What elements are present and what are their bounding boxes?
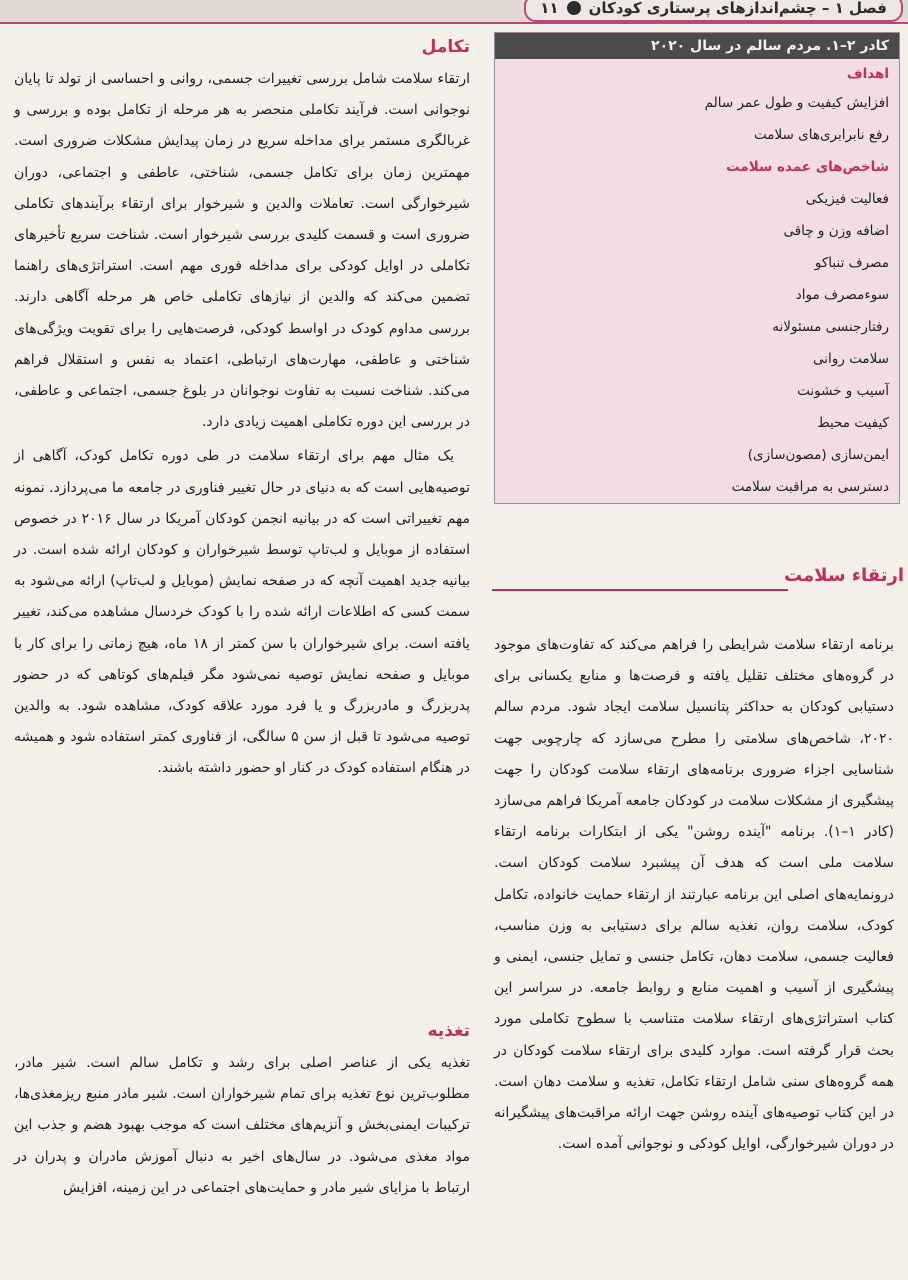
page-header bbox=[0, 0, 908, 24]
ornament-icon bbox=[567, 1, 581, 15]
nutrition-paragraph: تغذیه یکی از عناصر اصلی برای رشد و تکامل سالم است. شیر مادر، مطلوب‌ترین نوع تغذیه برای تمام شیرخواران است. شیر مادر منبع ریزمغذی‌ها، ترکیبات ایمنی‌بخش و آنزیم‌های مختلف است که موجب بهبود هضم و جذب این مواد مغذی می‌شود. در سال‌های اخیر به دنبال آموزش مادران و پدران در ارتباط با مزایای شیر مادر و حمایت‌های اجتماعی در این زمینه، افزایش bbox=[14, 1055, 470, 1196]
indicator-item: ایمن‌سازی (مصون‌سازی) bbox=[747, 447, 889, 463]
indicator-item: رفتارجنسی مسئولانه bbox=[772, 319, 889, 335]
health-promotion-heading: ارتقاء سلامت bbox=[783, 565, 904, 586]
indicator-item: کیفیت محیط bbox=[817, 415, 889, 431]
goals-heading: اهداف bbox=[846, 66, 889, 82]
indicator-item: سوءمصرف مواد bbox=[795, 287, 889, 303]
health-promotion-paragraph: برنامه ارتقاء سلامت شرایطی را فراهم می‌کند که تفاوت‌های موجود در گروه‌های مختلف تقلیل یافته و فرصت‌ها و منابع یکسانی برای دستیابی کودکان به حداکثر پتانسیل سلامت ایجاد شود. مردم سالم ۲۰۲۰، شاخص‌های سلامتی را مطرح می‌سازد که چارچوبی جهت شناسایی اجزاء ضروری برنامه‌های ارتقاء سلامت کودکان را جهت پیشگیری از مشکلات سلامت در کودکان جامعه آمریکا فراهم می‌سازد (کادر ۱–۱). برنامه "آینده روشن" یکی از ابتکارات برنامه ارتقاء سلامت ملی است که هدف آن پیشبرد سلامت کودکان است. درونمایه‌های اصلی این برنامه عبارتند از ارتقاء حمایت خانواده، تکامل کودک، سلامت روان، تغذیه سالم برای دستیابی به وزن مناسب، فعالیت جسمی، سلامت دهان، تکامل جنسی و تمایل جنسی، ایمنی و پیشگیری از آسیب و اهمیت منابع و روابط جامعه. در سراسر این کتاب استراتژی‌های ارتقاء سلامت متناسب با سطوح تکاملی مورد بحث قرار گرفته است. موارد کلیدی برای ارتقاء سلامت کودکان در همه گروه‌های سنی شامل ارتقاء تکامل، تغذیه و سلامت دهان است. در این کتاب توصیه‌های آینده روشن جهت ارائه مراقبت‌های پیشگیرانه در دوران شیرخوارگی، اوایل کودکی و نوجوانی آمده است. bbox=[494, 637, 894, 1153]
indicator-item: مصرف تنباکو bbox=[814, 255, 889, 271]
indicator-item: اضافه وزن و چاقی bbox=[783, 223, 889, 239]
heading-rule bbox=[492, 589, 788, 591]
box-title: کادر ۲–۱. مردم سالم در سال ۲۰۲۰ bbox=[495, 33, 899, 59]
healthy-people-box bbox=[494, 32, 900, 504]
indicator-item: آسیب و خشونت bbox=[797, 383, 889, 399]
health-promotion-section bbox=[494, 630, 894, 1160]
page-number: ۱۱ bbox=[540, 0, 559, 17]
indicators-heading: شاخص‌های عمده سلامت bbox=[726, 159, 889, 175]
indicator-item: سلامت روانی bbox=[813, 351, 889, 367]
chapter-title-pill bbox=[524, 0, 903, 22]
indicator-item: فعالیت فیزیکی bbox=[805, 191, 889, 207]
goal-item: رفع نابرابری‌های سلامت bbox=[754, 127, 889, 143]
nutrition-heading: تغذیه bbox=[427, 1021, 470, 1041]
health-promotion-heading-row bbox=[492, 565, 908, 595]
chapter-title: فصل ۱ – چشم‌اندازهای پرستاری کودکان bbox=[588, 0, 887, 17]
development-paragraph-1: ارتقاء سلامت شامل بررسی تغییرات جسمی، روانی و احساسی از تولد تا پایان نوجوانی است. فرآیند تکاملی منحصر به هر مرحله از تکامل بوده و بررسی و غربالگری مستمر برای مداخله سریع در زمان پیدایش مشکلات ضروری است. مهمترین زمان برای تکامل جسمی، شناختی، عاطفی و اجتماعی، دوران شیرخوارگی است. تعاملات والدین و شیرخوار برای ارتقاء برآیندهای تکاملی ضروری است و قسمت کلیدی بررسی شیرخوار است. شناخت سریع تأخیرهای تکاملی در اوایل کودکی برای مداخله فوری مهم است. استراتژی‌های راهنما تضمین می‌کند که والدین از نیازهای تکاملی خاص هر مرحله آگاهی دارند. بررسی مداوم کودک در اواسط کودکی، فرصت‌هایی را برای تقویت ویژگی‌های شناختی و عاطفی، مهارت‌های ارتباطی، اعتماد به نفس و استقلال فراهم می‌کند. شناخت نسبت به تفاوت نوجوانان در بلوغ جسمی، اجتماعی و عاطفی، در بررسی این دوره تکاملی اهمیت زیادی دارد. bbox=[14, 71, 470, 431]
nutrition-section bbox=[14, 1018, 470, 1204]
development-section bbox=[14, 34, 470, 785]
indicator-item: دسترسی به مراقبت سلامت bbox=[731, 479, 889, 495]
box-list bbox=[495, 59, 899, 503]
goal-item: افزایش کیفیت و طول عمر سالم bbox=[704, 95, 889, 111]
development-paragraph-2: یک مثال مهم برای ارتقاء سلامت در طی دوره تکامل کودک، آگاهی از توصیه‌هایی است که به دنیای در حال تغییر فناوری در جامعه ما می‌پردازد. نمونه مهم تغییراتی است که در بیانیه انجمن کودکان آمریکا در سال ۲۰۱۶ در خصوص استفاده از موبایل و لب‌تاپ توسط شیرخواران و کودکان ارائه شده است. در بیانیه جدید اهمیت آنچه که در صفحه نمایش (موبایل و لب‌تاپ) ارائه می‌شود به سمت کسی که اطلاعات ارائه شده را با کودک خردسال مشاهده می‌کند، تغییر یافته است. برای شیرخواران با سن کمتر از ۱۸ ماه، هیچ زمانی را برای کار با موبایل و صفحه نمایش توصیه نمی‌شود مگر فیلم‌های کوتاهی که در حضور پدربزرگ و مادربزرگ و یا فرد مورد علاقه کودک، مشاهده شود. به والدین توصیه می‌شود تا قبل از سن ۵ سالگی، از فناوری کمتر استفاده شود و همیشه در هنگام استفاده کودک در کنار او حضور داشته باشند. bbox=[14, 448, 470, 777]
development-heading: تکامل bbox=[421, 37, 470, 57]
